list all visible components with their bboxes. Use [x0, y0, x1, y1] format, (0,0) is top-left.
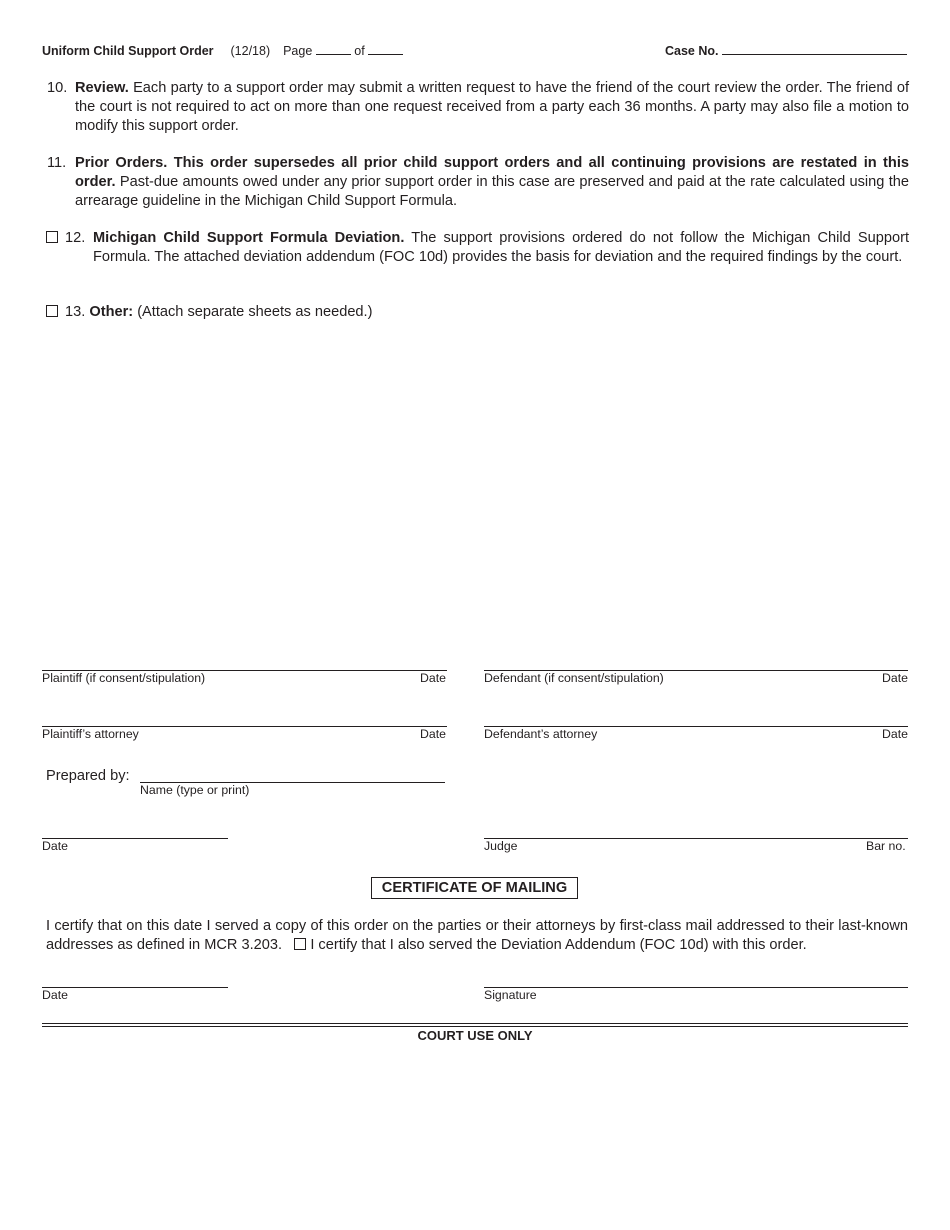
plaintiff-attorney-date-label: Date [420, 727, 446, 741]
case-no-label: Case No. [665, 44, 719, 58]
name-type-print-label: Name (type or print) [140, 783, 250, 797]
page-label: Page [283, 44, 313, 58]
deviation-checkbox[interactable] [46, 231, 58, 243]
order-date-label: Date [42, 839, 68, 853]
addendum-checkbox[interactable] [294, 938, 306, 950]
item-text [75, 79, 909, 136]
form-revision: (12/18) [230, 44, 271, 58]
mailing-signature-label: Signature [484, 988, 537, 1002]
item-body: Past-due amounts owed under any prior support order in this case are preserved and paid at the rate calculated using the arrearage guideline in the Michigan Child Support Formula. [75, 174, 909, 209]
case-number [665, 43, 907, 58]
item-body: The support provisions ordered do not follow the Michigan Child Support Formula. The attached deviation addendum (FOC 10d) provides the basis for deviation and the required findings by the court. [93, 230, 909, 265]
item-heading: Other: [89, 304, 134, 320]
item-review [47, 79, 909, 139]
plaintiff-date-label: Date [420, 671, 446, 685]
item-number: 10. [47, 80, 68, 96]
certificate-title: CERTIFICATE OF MAILING [371, 877, 578, 899]
form-header [42, 43, 403, 58]
defendant-date-label: Date [882, 671, 908, 685]
item-number: 13. [65, 304, 86, 320]
item-text [65, 303, 372, 322]
mailing-date-line[interactable] [42, 987, 228, 988]
item-text [93, 229, 909, 267]
item-heading: Michigan Child Support Formula Deviation. [93, 230, 405, 246]
item-body: Each party to a support order may submit a written request to have the friend of the court review the order. The friend of the court is not required to act on more than one request received from a party each 36 months. A party may also file a motion to modify this support order. [75, 80, 909, 134]
form-title: Uniform Child Support Order [42, 44, 214, 58]
divider-bottom [42, 1026, 908, 1027]
item-other [46, 303, 909, 323]
plaintiff-attorney-label: Plaintiff’s attorney [42, 727, 139, 741]
item-prior-orders [47, 154, 909, 214]
certificate-statement: I certify that on this date I served a copy of this order on the parties or their attorneys by first-class mail addressed to their last-known addresses as defined in MCR 3.203. [46, 918, 908, 953]
item-text [75, 154, 909, 211]
page-total-field[interactable] [368, 43, 403, 55]
divider-top [42, 1023, 908, 1024]
page-number-field[interactable] [316, 43, 351, 55]
order-date-line[interactable] [42, 838, 228, 839]
item-number: 12. [65, 230, 86, 246]
prepared-by-label: Prepared by: [46, 768, 130, 784]
certificate-text [46, 917, 908, 955]
item-deviation [46, 229, 909, 289]
item-body: (Attach separate sheets as needed.) [133, 304, 373, 320]
mailing-date-label: Date [42, 988, 68, 1002]
addendum-statement: I certify that I also served the Deviation Addendum (FOC 10d) with this order. [310, 937, 807, 953]
bar-no-label: Bar no. [866, 839, 906, 853]
plaintiff-label: Plaintiff (if consent/stipulation) [42, 671, 206, 685]
court-use-only: COURT USE ONLY [417, 1028, 533, 1043]
item-number: 11. [47, 155, 67, 171]
case-no-field[interactable] [722, 43, 907, 55]
of-label: of [354, 44, 365, 58]
mailing-signature-line[interactable] [484, 987, 908, 988]
defendant-attorney-date-label: Date [882, 727, 908, 741]
judge-label: Judge [484, 839, 518, 853]
item-heading: Prior Orders. This order supersedes all prior child support orders and all continuing provisions are restated in this order. [75, 155, 909, 190]
defendant-attorney-label: Defendant’s attorney [484, 727, 598, 741]
item-heading: Review. [75, 80, 129, 96]
judge-signature-line[interactable] [484, 838, 908, 839]
defendant-label: Defendant (if consent/stipulation) [484, 671, 664, 685]
other-checkbox[interactable] [46, 305, 58, 317]
